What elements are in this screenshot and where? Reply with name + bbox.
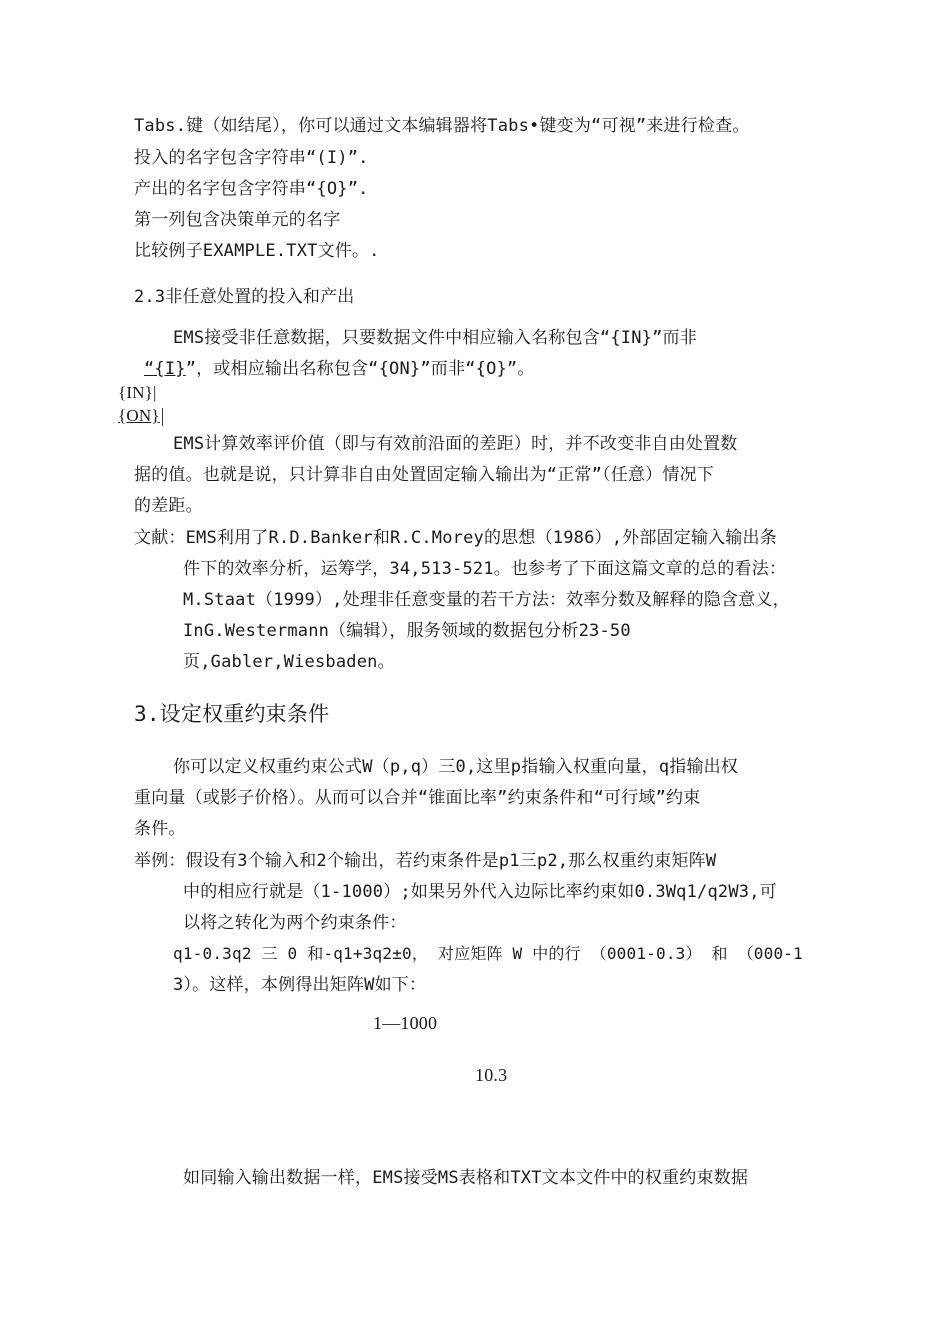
text-line: 页,Gabler,Wiesbaden。 (183, 652, 395, 672)
text-line: 投入的名字包含字符串“(I)”. (134, 148, 369, 168)
text-line: InG.Westermann（编辑），服务领域的数据包分析23-50 (183, 621, 631, 641)
text-line: 举例：假设有3个输入和2个输出，若约束条件是p1三p2,那么权重约束矩阵W (134, 851, 717, 871)
underlined-text: {ON} (118, 406, 160, 425)
text-line: 3）。这样，本例得出矩阵W如下： (173, 975, 427, 995)
text-line: q1-0.3q2 三 0 和-q1+3q2±0， 对应矩阵 W 中的行 （0001-0.3） 和 （000-1 (173, 944, 803, 963)
text-line (144, 358, 535, 380)
text-line: EMS接受非任意数据，只要数据文件中相应输入名称包含“{IN}”而非 (173, 328, 697, 348)
text-line: 件下的效率分析，运筹学，34,513-521。也参考了下面这篇文章的总的看法： (183, 559, 787, 579)
text-span: ”，或相应输出名称包含“{ON}”而非“{O}”。 (185, 359, 535, 379)
text-line: 文献：EMS利用了R.D.Banker和R.C.Morey的思想（1986）,外部固定输入输出条 (134, 528, 777, 548)
section-heading: 3.设定权重约束条件 (134, 702, 330, 726)
underlined-text: “{I} (144, 359, 186, 379)
matrix-row: 10.3 (475, 1065, 508, 1085)
vertical-bar (162, 408, 163, 426)
matrix-row: 1—1000 (373, 1013, 438, 1033)
section-heading: 2.3非任意处置的投入和产出 (134, 287, 355, 307)
text-line: M.Staat（1999）,处理非任意变量的若干方法：效率分数及解释的隐含意义， (183, 590, 790, 610)
text-line: EMS计算效率评价值（即与有效前沿面的差距）时，并不改变非自由处置数 (173, 434, 738, 454)
text-line: 以将之转化为两个约束条件： (183, 913, 407, 933)
text-line: 你可以定义权重约束公式W（p,q）三0,这里p指输入权重向量，q指输出权 (173, 757, 739, 777)
text-line: 重向量（或影子价格）。从而可以合并“锥面比率”约束条件和“可行域”约束 (134, 788, 701, 808)
text-line: 产出的名字包含字符串“{O}”. (134, 179, 369, 199)
text-line: Tabs.键（如结尾），你可以通过文本编辑器将Tabs•键变为“可视”来进行检查。 (134, 116, 750, 136)
text-line: 的差距。 (134, 496, 203, 516)
text-line: 第一列包含决策单元的名字 (134, 210, 341, 230)
tag-label: {IN}| (118, 383, 157, 402)
text-line: 据的值。也就是说，只计算非自由处置固定输入输出为“正常”（任意）情况下 (134, 465, 714, 485)
text-line: 条件。 (134, 819, 186, 839)
text-line: 如同输入输出数据一样，EMS接受MS表格和TXT文本文件中的权重约束数据 (183, 1168, 749, 1188)
text-line: 比较例子EXAMPLE.TXT文件。. (134, 241, 380, 261)
tag-label (118, 405, 163, 427)
text-line: 中的相应行就是（1-1000）;如果另外代入边际比率约束如0.3Wq1/q2W3,可 (183, 882, 777, 902)
